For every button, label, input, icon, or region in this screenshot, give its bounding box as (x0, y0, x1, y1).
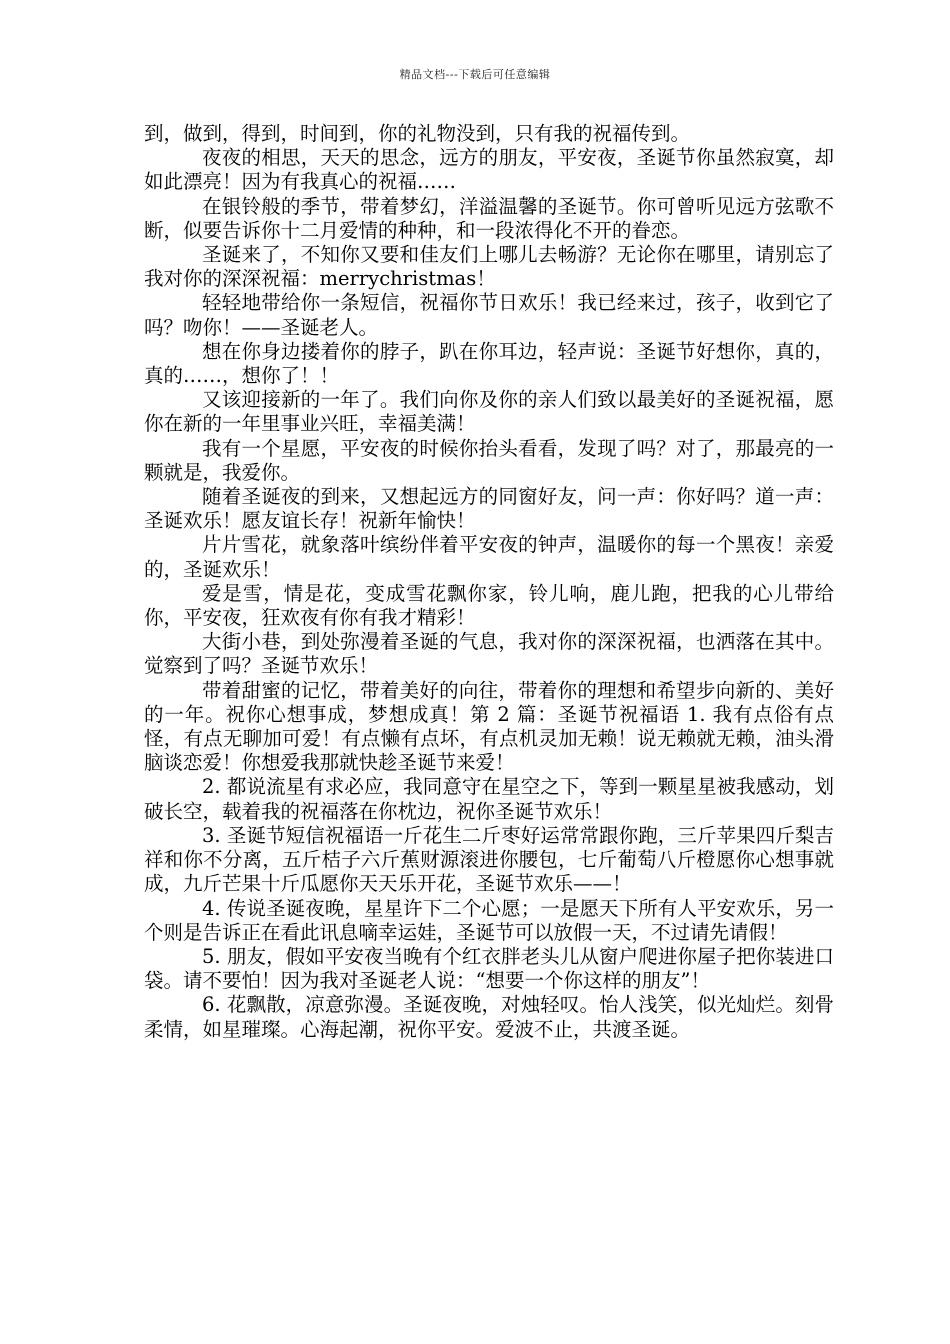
paragraph: 片片雪花，就象落叶缤纷伴着平安夜的钟声，温暖你的每一个黑夜！亲爱的，圣诞欢乐！ (144, 533, 834, 581)
paragraph: 4. 传说圣诞夜晚，星星许下二个心愿；一是愿天下所有人平安欢乐，另一个则是告诉正在看此讯息嘀幸运娃，圣诞节可以放假一天，不过请先请假！ (144, 896, 834, 944)
paragraph: 到，做到，得到，时间到，你的礼物没到，只有我的祝福传到。 (144, 122, 691, 145)
paragraph: 又该迎接新的一年了。我们向你及你的亲人们致以最美好的圣诞祝福，愿你在新的一年里事业兴旺，幸福美满！ (144, 388, 834, 436)
paragraph: 在银铃般的季节，带着梦幻，洋溢温馨的圣诞节。你可曾听见远方弦歌不断，似要告诉你十二月爱情的种种，和一段浓得化不开的眷恋。 (144, 194, 834, 242)
paragraph: 6. 花飘散，凉意弥漫。圣诞夜晚，对烛轻叹。怡人浅笑，似光灿烂。刻骨柔情，如星璀璨。心海起潮，祝你平安。爱波不止，共渡圣诞。 (144, 993, 834, 1041)
paragraph: 3. 圣诞节短信祝福语一斤花生二斤枣好运常常跟你跑，三斤苹果四斤梨吉祥和你不分离，五斤桔子六斤蕉财源滚进你腰包，七斤葡萄八斤橙愿你心想事就成，九斤芒果十斤瓜愿你天天乐开花，圣诞节欢乐——！ (144, 823, 834, 896)
paragraph: 爱是雪，情是花，变成雪花飘你家，铃儿响，鹿儿跑，把我的心儿带给你，平安夜，狂欢夜有你有我才精彩！ (144, 581, 834, 630)
paragraph: 我有一个星愿，平安夜的时候你抬头看看，发现了吗？对了，那最亮的一颗就是，我爱你。 (144, 436, 834, 484)
paragraph: 5. 朋友，假如平安夜当晚有个红衣胖老头儿从窗户爬进你屋子把你装进口袋。请不要怕！因为我对圣诞老人说：“想要一个你这样的朋友”！ (144, 944, 834, 993)
paragraph: 随着圣诞夜的到来，又想起远方的同窗好友，问一声：你好吗？道一声：圣诞欢乐！愿友谊长存！祝新年愉快！ (144, 485, 834, 533)
page-header: 精品文档---下载后可任意编辑 (399, 68, 551, 81)
paragraph: 圣诞来了，不知你又要和佳友们上哪儿去畅游？无论你在哪里，请别忘了我对你的深深祝福：merrychristmas！ (144, 243, 834, 291)
paragraph: 夜夜的相思，天天的思念，远方的朋友，平安夜，圣诞节你虽然寂寞，却如此漂亮！因为有我真心的祝福…… (144, 146, 834, 194)
paragraph: 轻轻地带给你一条短信，祝福你节日欢乐！我已经来过，孩子，收到它了吗？吻你！——圣诞老人。 (144, 291, 834, 339)
paragraph: 2. 都说流星有求必应，我同意守在星空之下，等到一颗星星被我感动，划破长空，载着我的祝福落在你枕边，祝你圣诞节欢乐！ (144, 775, 834, 823)
paragraph: 带着甜蜜的记忆，带着美好的向往，带着你的理想和希望步向新的、美好的一年。祝你心想事成，梦想成真！第 2 篇：圣诞节祝福语 1. 我有点俗有点怪，有点无聊加可爱！有点懒有点坏，有点机灵加无赖！说无赖就无赖，油头滑脑谈恋爱！你想爱我那就快趁圣诞节来爱！ (144, 678, 834, 775)
paragraph: 大街小巷，到处弥漫着圣诞的气息，我对你的深深祝福，也洒落在其中。觉察到了吗？圣诞节欢乐！ (144, 630, 834, 678)
document-body (144, 122, 834, 1042)
paragraph: 想在你身边搂着你的脖子，趴在你耳边，轻声说：圣诞节好想你，真的，真的……，想你了！！ (144, 339, 834, 388)
